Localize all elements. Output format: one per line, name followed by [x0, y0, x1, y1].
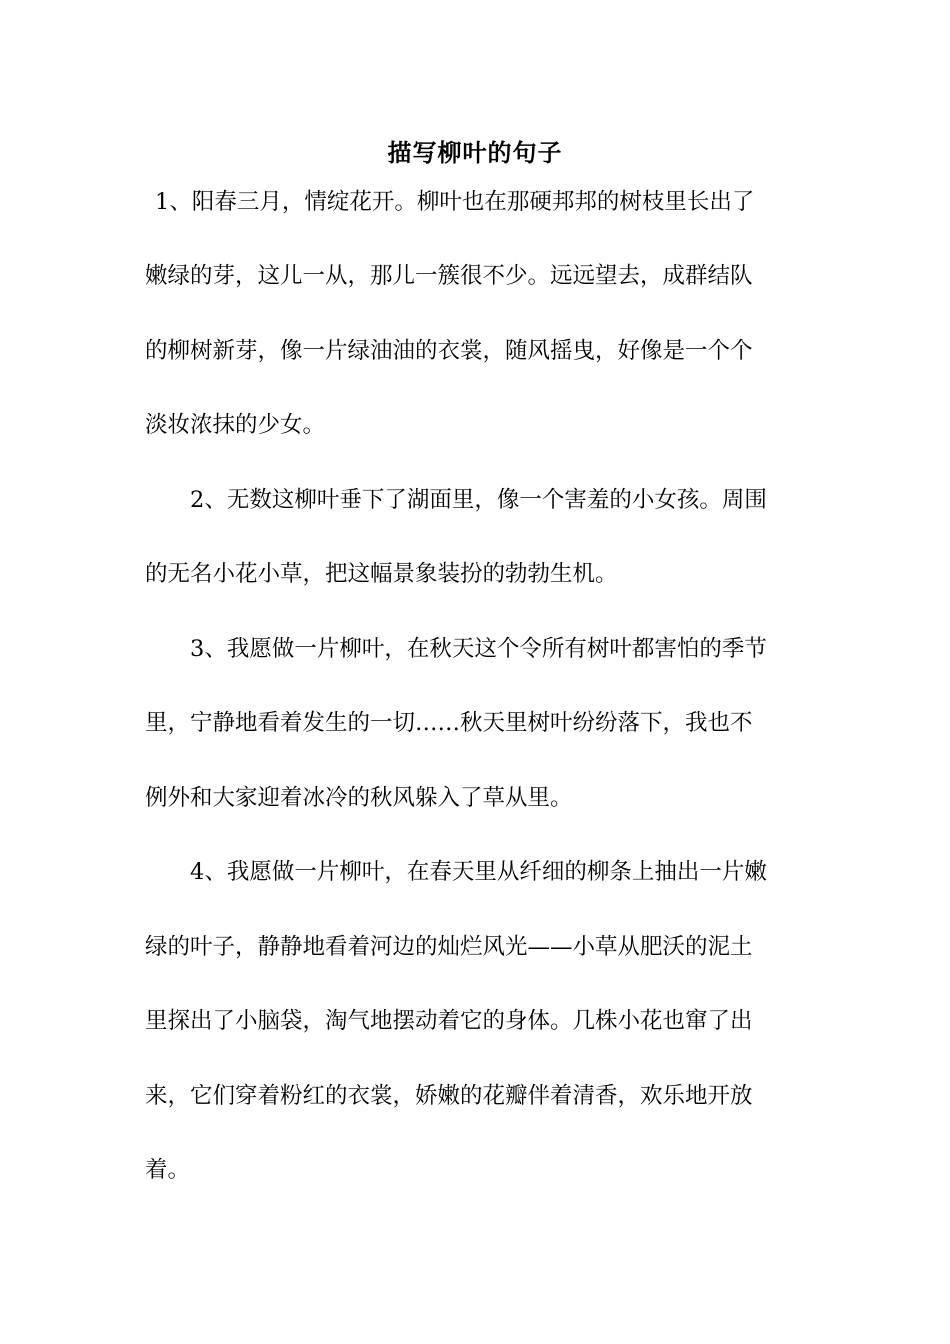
paragraph-4-line-3: 里探出了小脑袋，淘气地摆动着它的身体。几株小花也窜了出: [145, 1008, 753, 1034]
paragraph-3-line-1: 3、我愿做一片柳叶，在秋天这个令所有树叶都害怕的季节: [190, 636, 767, 662]
paragraph-1-line-1: 1、阳春三月，情绽花开。柳叶也在那硬邦邦的树枝里长出了: [155, 189, 755, 215]
paragraph-1-line-2: 嫩绿的芽，这儿一从，那儿一簇很不少。远远望去，成群结队: [145, 263, 753, 289]
paragraph-4-line-1: 4、我愿做一片柳叶，在春天里从纤细的柳条上抽出一片嫩: [190, 859, 767, 885]
paragraph-2-line-1: 2、无数这柳叶垂下了湖面里，像一个害羞的小女孩。周围: [190, 487, 767, 513]
paragraph-3-line-3: 例外和大家迎着冰冷的秋风躲入了草从里。: [145, 785, 573, 811]
paragraph-2-line-2: 的无名小花小草，把这幅景象装扮的勃勃生机。: [145, 561, 618, 587]
paragraph-1-line-3: 的柳树新芽，像一片绿油油的衣裳，随风摇曳，好像是一个个: [145, 338, 753, 364]
paragraph-4-line-5: 着。: [145, 1157, 191, 1183]
document-title: 描写柳叶的句子: [387, 138, 563, 167]
paragraph-4-line-4: 来，它们穿着粉红的衣裳，娇嫩的花瓣伴着清香，欢乐地开放: [145, 1083, 753, 1109]
paragraph-1-line-4: 淡妆浓抹的少女。: [145, 412, 326, 438]
paragraph-4-line-2: 绿的叶子，静静地看着河边的灿烂风光——小草从肥沃的泥土: [145, 934, 753, 960]
paragraph-3-line-2: 里，宁静地看着发生的一切……秋天里树叶纷纷落下，我也不: [145, 710, 753, 736]
